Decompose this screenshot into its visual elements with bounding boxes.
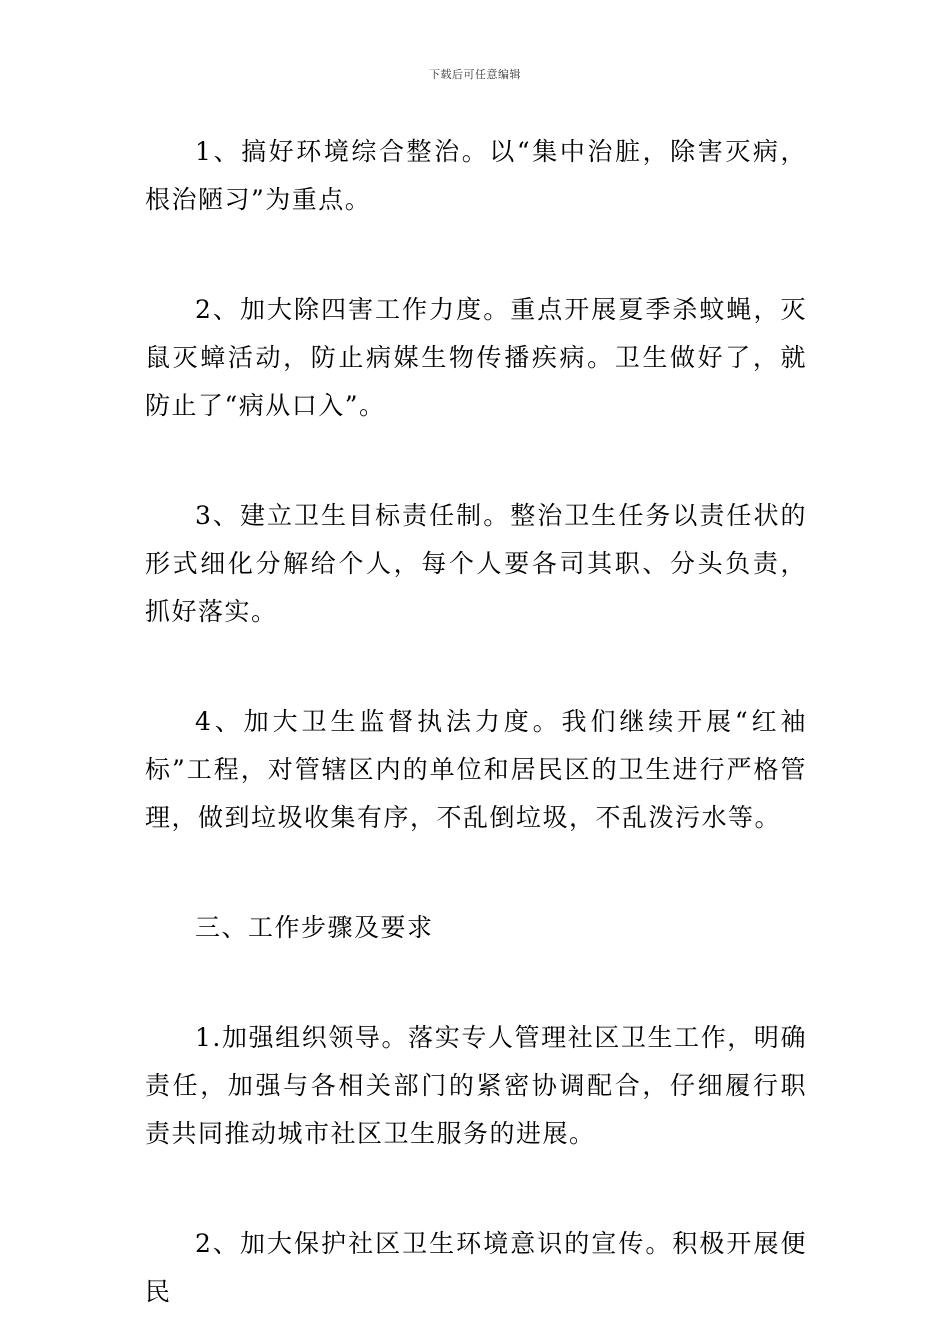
paragraph-1: 1、搞好环境综合整治。以“集中治脏，除害灭病，根治陋习”为重点。 bbox=[145, 137, 807, 214]
section-heading: 三、工作步骤及要求 bbox=[195, 913, 434, 942]
paragraph-5: 1.加强组织领导。落实专人管理社区卫生工作，明确责任，加强与各相关部门的紧密协调配合，仔细履行职责共同推动城市社区卫生服务的进展。 bbox=[145, 1023, 807, 1148]
download-note: 下载后可任意编辑 bbox=[429, 68, 521, 81]
paragraph-2: 2、加大除四害工作力度。重点开展夏季杀蚊蝇，灭鼠灭蟑活动，防止病媒生物传播疾病。卫生做好了，就防止了“病从口入”。 bbox=[145, 295, 807, 420]
paragraph-3: 3、建立卫生目标责任制。整治卫生任务以责任状的形式细化分解给个人，每个人要各司其职、分头负责，抓好落实。 bbox=[145, 501, 807, 626]
paragraph-6: 2、加大保护社区卫生环境意识的宣传。积极开展便民 bbox=[145, 1229, 807, 1306]
document-body bbox=[145, 128, 807, 1316]
paragraph-4: 4、加大卫生监督执法力度。我们继续开展“红袖标”工程，对管辖区内的单位和居民区的卫生进行严格管理，做到垃圾收集有序，不乱倒垃圾，不乱泼污水等。 bbox=[145, 707, 807, 832]
